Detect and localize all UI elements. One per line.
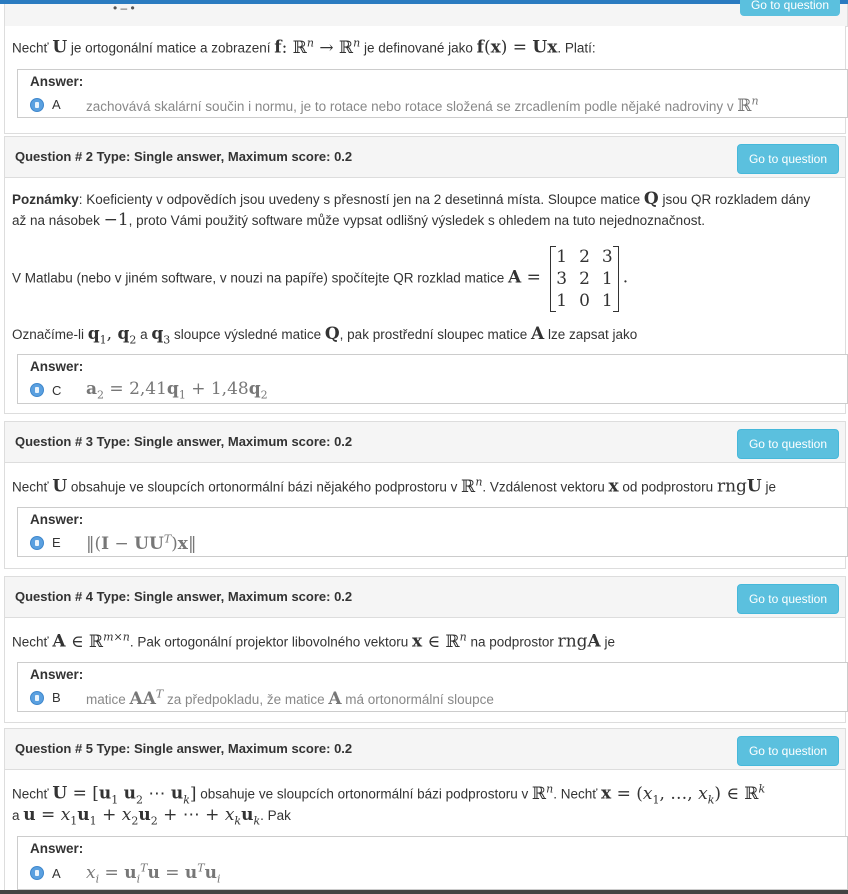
radio-icon[interactable]	[30, 536, 44, 550]
question-2-header	[4, 136, 846, 178]
answer-label: Answer:	[30, 74, 84, 89]
answer-label: Answer:	[30, 359, 84, 374]
question-2-answer	[17, 354, 848, 404]
question-3-header	[4, 421, 846, 463]
go-to-question-button-1[interactable]: Go to question	[740, 0, 840, 16]
answer-letter: A	[52, 865, 61, 881]
radio-icon[interactable]	[30, 383, 44, 397]
question-1-body	[4, 26, 846, 134]
question-3-answer	[17, 507, 848, 557]
question-3-title: Question # 3 Type: Single answer, Maximum score: 0.2	[15, 434, 353, 449]
answer-label: Answer:	[30, 841, 84, 856]
question-1-answer	[17, 69, 848, 118]
go-to-question-button-2[interactable]: Go to question	[737, 144, 839, 174]
question-5-answer	[17, 836, 848, 890]
question-5-header	[4, 728, 846, 770]
answer-text: $x_i = u_i^Tu = u^Tu_i$	[86, 861, 221, 886]
question-2-note: Poznámky: Koeficienty v odpovědích jsou uvedeny s přesností jen na 2 desetinná místa. Sloupce matice Q jsou QR rozkladem dány	[12, 189, 811, 209]
question-2-title: Question # 2 Type: Single answer, Maximum score: 0.2	[15, 149, 353, 164]
answer-letter: E	[52, 535, 61, 551]
answer-text: matice $AA^T$ za předpokladu, že matice A má ortonormální sloupce	[86, 687, 494, 709]
answer-letter: C	[52, 382, 62, 398]
question-4-header	[4, 576, 846, 618]
radio-icon[interactable]	[30, 691, 44, 705]
go-to-question-button-5[interactable]: Go to question	[737, 736, 839, 766]
answer-letter: B	[52, 690, 61, 706]
answer-text: ‖(I − $UU^T)x‖$	[86, 532, 197, 554]
answer-letter: A	[52, 97, 61, 113]
question-2-task: V Matlabu (nebo v jiném software, v nouzi na papíře) spočítejte QR rozklad matice A = 1 2 3 3 2 1 1 0 1 .	[12, 247, 629, 311]
question-4-text: Nechť A ∈ ℝ$^{m\times n}$. Pak ortogonální projektor libovolného vektoru x ∈ ℝ$^n$ na podprostor rngA je	[12, 630, 616, 652]
radio-icon[interactable]	[30, 866, 44, 880]
question-5-title: Question # 5 Type: Single answer, Maximum score: 0.2	[15, 741, 353, 756]
radio-icon[interactable]	[30, 98, 44, 112]
go-to-question-button-4[interactable]: Go to question	[737, 584, 839, 614]
question-5-body: Nechť $U = [u_1$ $u_2$ ⋯ $u_k$] obsahuje ve sloupcích ortonormální bázi podprostoru v ℝ$^n$. Nechť $x = (x_1$, …, $x_k$) ∈ ℝ$^k$ a $u = x_1u_1 + x_2u_2$ + ⋯ + $x_ku_k$. Pak Answer: A $x_i = u_i^Tu = u^Tu_i$	[4, 770, 846, 894]
question-4-answer	[17, 662, 848, 712]
answer-text: $a_2 = 2,41q_1 + 1,48q_2$	[86, 379, 268, 402]
question-5-text: Nechť $U = [u_1$ $u_2$ ⋯ $u_k$] obsahuje ve sloupcích ortonormální bázi podprostoru v ℝ$^n$. Nechť $x = (x_1$, …, $x_k$) ∈ ℝ$^k$	[12, 782, 766, 807]
go-to-question-button-3[interactable]: Go to question	[737, 429, 839, 459]
question-1-text: Nechť U je ortogonální matice a zobrazení f: ℝ$^n$ → ℝ$^n$ je definované jako f(x) = Ux. Platí:	[12, 36, 596, 58]
answer-label: Answer:	[30, 512, 84, 527]
bottom-edge	[0, 890, 848, 894]
question-1-header-fragment: • – •	[4, 4, 848, 27]
answer-label: Answer:	[30, 667, 84, 682]
question-2-body: Poznámky: Koeficienty v odpovědích jsou uvedeny s přesností jen na 2 desetinná místa. Sloupce matice Q jsou QR rozkladem dány až na násobek −1, proto Vámi použitý software může vypsat odlišný výsledek s ohledem na tuto nejednoznačnost. V Matlabu (nebo v jiném software, v nouzi na papíře) spočítejte QR rozklad matice A = 1 2 3 3 2 1 1 0 1 . Označíme-li $q_1$, $q_2$ a $q_3$ sloupce výsledné matice Q, pak prostřední sloupec matice A lze zapsat jako Answer: C $a_2 = 2,41q_1 + 1,48q_2$	[4, 178, 846, 414]
question-4-title: Question # 4 Type: Single answer, Maximum score: 0.2	[15, 589, 353, 604]
question-4-body	[4, 618, 846, 723]
matrix-a: 1 2 3 3 2 1 1 0 1	[550, 246, 618, 312]
question-3-text: Nechť U obsahuje ve sloupcích ortonormální bázi nějakého podprostoru v ℝ$^n$. Vzdálenost vektoru x od podprostoru rngU je	[12, 475, 777, 497]
question-3-body	[4, 463, 846, 569]
answer-text: zachovává skalární součin i normu, je to rotace nebo rotace složená se zrcadlením podle nějaké nadroviny v ℝ$^n$	[86, 94, 759, 116]
